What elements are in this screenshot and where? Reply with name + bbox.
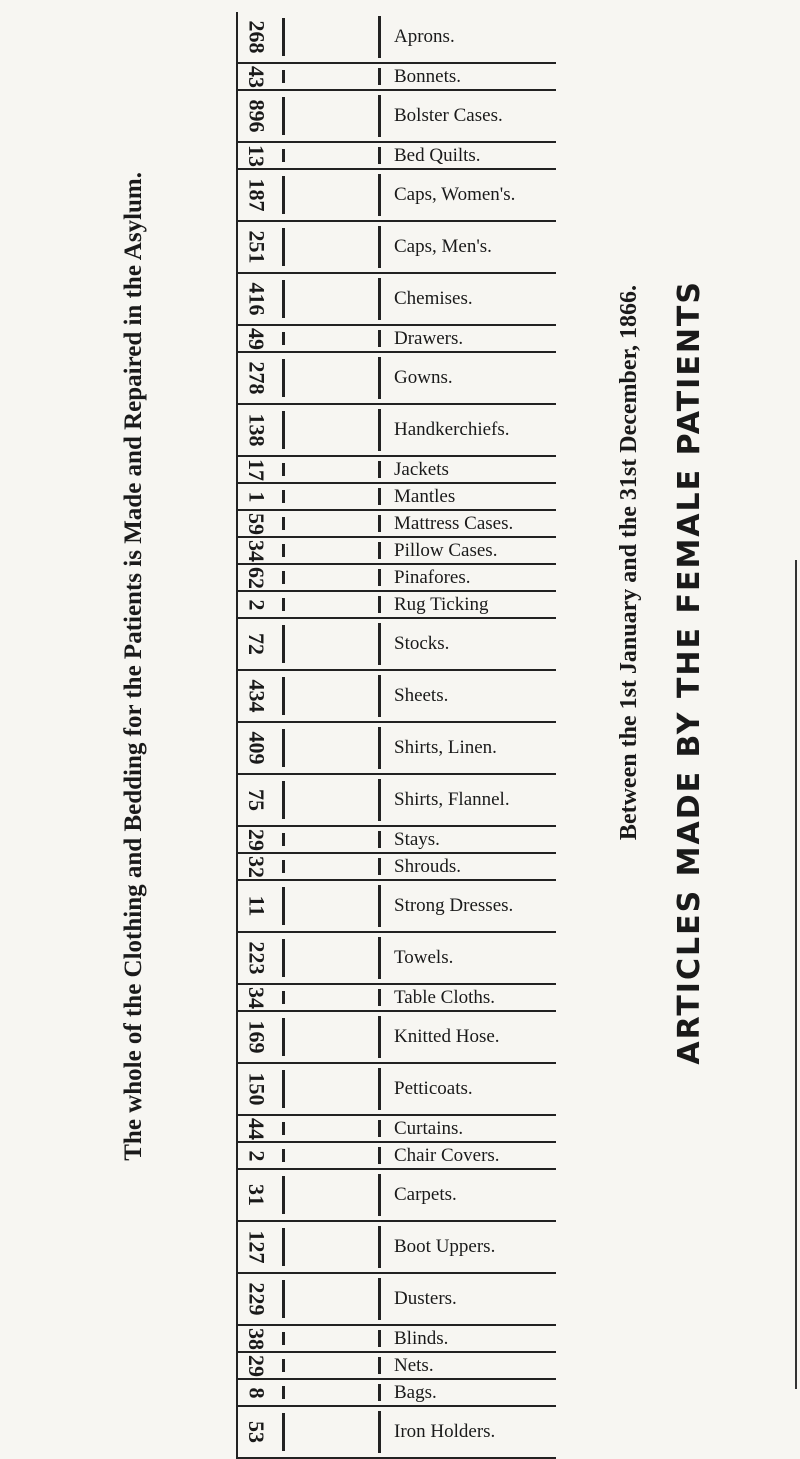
ledger-row — [238, 775, 556, 827]
ledger-row — [238, 511, 556, 538]
ledger-row — [238, 1222, 556, 1274]
item-label: Bonnets. — [394, 65, 462, 87]
item-label: Shrouds. — [394, 855, 462, 877]
item-count-value: 434 — [244, 679, 269, 713]
item-count — [238, 679, 274, 713]
item-label: Blinds. — [394, 1327, 449, 1349]
item-count — [238, 1116, 274, 1142]
item-count-value: 17 — [244, 458, 269, 481]
item-count — [238, 827, 274, 853]
item-count-value: 29 — [244, 1354, 269, 1377]
item-count-value: 268 — [244, 20, 269, 54]
item-label: Rug Ticking — [394, 593, 489, 615]
item-count — [238, 1353, 274, 1379]
item-count — [238, 282, 274, 316]
item-count — [238, 854, 274, 880]
item-count-value: 2 — [244, 1150, 269, 1161]
item-count-value: 187 — [244, 178, 269, 212]
item-label: Bags. — [394, 1381, 437, 1403]
ledger-row — [238, 854, 556, 881]
item-count-value: 62 — [244, 566, 269, 589]
item-count — [238, 1143, 274, 1169]
item-count — [238, 230, 274, 264]
item-label: Mantles — [394, 485, 456, 507]
item-count-value: 32 — [244, 855, 269, 878]
item-count — [238, 631, 274, 657]
item-count — [238, 1326, 274, 1352]
item-label: Table Cloths. — [394, 986, 496, 1008]
item-count — [238, 1020, 274, 1054]
item-count — [238, 1230, 274, 1264]
ledger-row — [238, 1064, 556, 1116]
item-count — [238, 457, 274, 483]
item-label: Stays. — [394, 828, 440, 850]
item-label: Mattress Cases. — [394, 512, 514, 534]
item-count — [238, 538, 274, 564]
item-label: Jackets — [394, 458, 449, 480]
ledger-row — [238, 64, 556, 91]
item-count-value: 416 — [244, 282, 269, 316]
ledger-row — [238, 1170, 556, 1222]
ledger-row — [238, 985, 556, 1012]
item-count-value: 138 — [244, 413, 269, 447]
articles-ledger — [236, 12, 556, 1459]
item-count-value: 59 — [244, 512, 269, 535]
item-count — [238, 178, 274, 212]
ledger-row — [238, 405, 556, 457]
item-label: Towels. — [394, 947, 454, 968]
item-label: Caps, Women's. — [394, 184, 516, 205]
ledger-row — [238, 671, 556, 723]
item-count — [238, 1282, 274, 1316]
item-count — [238, 64, 274, 90]
item-count-value: 31 — [244, 1184, 269, 1206]
item-label: Strong Dresses. — [394, 895, 514, 916]
item-count-value: 8 — [244, 1387, 269, 1398]
item-label: Drawers. — [394, 327, 464, 349]
item-count-value: 896 — [244, 99, 269, 133]
item-count — [238, 731, 274, 765]
item-label: Pinafores. — [394, 566, 471, 588]
item-label: Gowns. — [394, 367, 453, 388]
item-label: Pillow Cases. — [394, 539, 498, 561]
ledger-row — [238, 881, 556, 933]
ledger-row — [238, 274, 556, 326]
item-count-value: 11 — [243, 895, 269, 917]
ledger-row — [238, 353, 556, 405]
item-count — [238, 1072, 274, 1106]
ledger-row — [238, 619, 556, 671]
ledger-row — [238, 592, 556, 619]
item-count — [238, 413, 274, 447]
ledger-row — [238, 1143, 556, 1170]
item-label: Shirts, Linen. — [394, 737, 497, 758]
ledger-row — [238, 1116, 556, 1143]
item-count-value: 127 — [244, 1230, 269, 1264]
ledger-row — [238, 1407, 556, 1459]
item-label: Bed Quilts. — [394, 144, 481, 166]
ledger-row — [238, 1326, 556, 1353]
item-label: Handkerchiefs. — [394, 419, 510, 440]
ledger-row — [238, 538, 556, 565]
item-count — [238, 1419, 274, 1445]
item-label: Sheets. — [394, 685, 449, 706]
item-count-value: 1 — [244, 491, 269, 502]
item-count-value: 38 — [244, 1327, 269, 1350]
item-count-value: 169 — [244, 1020, 269, 1054]
item-count — [238, 99, 274, 133]
ledger-row — [238, 143, 556, 170]
ledger-row — [238, 326, 556, 353]
item-label: Petticoats. — [394, 1078, 473, 1099]
item-label: Nets. — [394, 1354, 434, 1376]
item-label: Curtains. — [394, 1117, 464, 1139]
item-count — [238, 565, 274, 591]
item-count-value: 72 — [244, 633, 269, 655]
page-edge-rule — [795, 560, 797, 1389]
item-label: Chemises. — [394, 288, 473, 309]
ledger-row — [238, 12, 556, 64]
item-count — [238, 361, 274, 395]
footnote: The whole of the Clothing and Bedding for the Patients is Made and Repaired in the Asylum. — [120, 172, 147, 1161]
item-label: Knitted Hose. — [394, 1026, 500, 1047]
item-label: Chair Covers. — [394, 1144, 500, 1166]
item-count — [238, 20, 274, 54]
item-label: Bolster Cases. — [394, 105, 503, 126]
ledger-row — [238, 723, 556, 775]
item-count — [238, 1380, 274, 1406]
item-count-value: 150 — [244, 1072, 269, 1106]
item-count-value: 229 — [244, 1282, 269, 1316]
ledger-row — [238, 222, 556, 274]
item-label: Dusters. — [394, 1288, 457, 1309]
ledger-row — [238, 484, 556, 511]
item-count — [238, 1182, 274, 1208]
item-label: Iron Holders. — [394, 1421, 496, 1442]
ledger-row — [238, 170, 556, 222]
item-label: Carpets. — [394, 1184, 457, 1205]
item-count-value: 278 — [244, 361, 269, 395]
ledger-row — [238, 1274, 556, 1326]
item-count-value: 34 — [244, 986, 269, 1009]
item-count-value: 223 — [244, 941, 269, 975]
item-count-value: 409 — [244, 731, 269, 765]
item-label: Caps, Men's. — [394, 236, 492, 257]
ledger-row — [238, 1380, 556, 1407]
page-subtitle: Between the 1st January and the 31st December, 1866. — [616, 285, 642, 841]
item-count-value: 29 — [244, 828, 269, 851]
item-count — [238, 941, 274, 975]
ledger-row — [238, 565, 556, 592]
ledger-row — [238, 1353, 556, 1380]
item-count — [238, 787, 274, 813]
ledger-row — [238, 933, 556, 985]
item-count-value: 44 — [244, 1117, 269, 1140]
item-count — [238, 511, 274, 537]
item-count — [238, 985, 274, 1011]
ledger-row — [238, 457, 556, 484]
item-count-value: 251 — [244, 230, 269, 264]
item-count-value: 2 — [244, 599, 269, 610]
item-label: Shirts, Flannel. — [394, 789, 510, 810]
ledger-row — [238, 91, 556, 143]
item-count-value: 34 — [244, 539, 269, 562]
page-title: ARTICLES MADE BY THE FEMALE PATIENTS — [672, 280, 707, 1065]
item-count-value: 43 — [244, 65, 269, 88]
item-count — [238, 592, 274, 618]
item-count — [238, 893, 274, 919]
item-count-value: 53 — [244, 1421, 269, 1443]
item-label: Aprons. — [394, 26, 455, 47]
item-count-value: 49 — [244, 327, 269, 350]
item-label: Stocks. — [394, 633, 450, 654]
item-count-value: 75 — [244, 789, 269, 811]
item-count-value: 13 — [244, 144, 269, 167]
item-count — [238, 143, 274, 169]
ledger-row — [238, 1012, 556, 1064]
ledger-row — [238, 827, 556, 854]
item-count — [238, 326, 274, 352]
item-count — [238, 484, 274, 510]
item-label: Boot Uppers. — [394, 1236, 496, 1257]
